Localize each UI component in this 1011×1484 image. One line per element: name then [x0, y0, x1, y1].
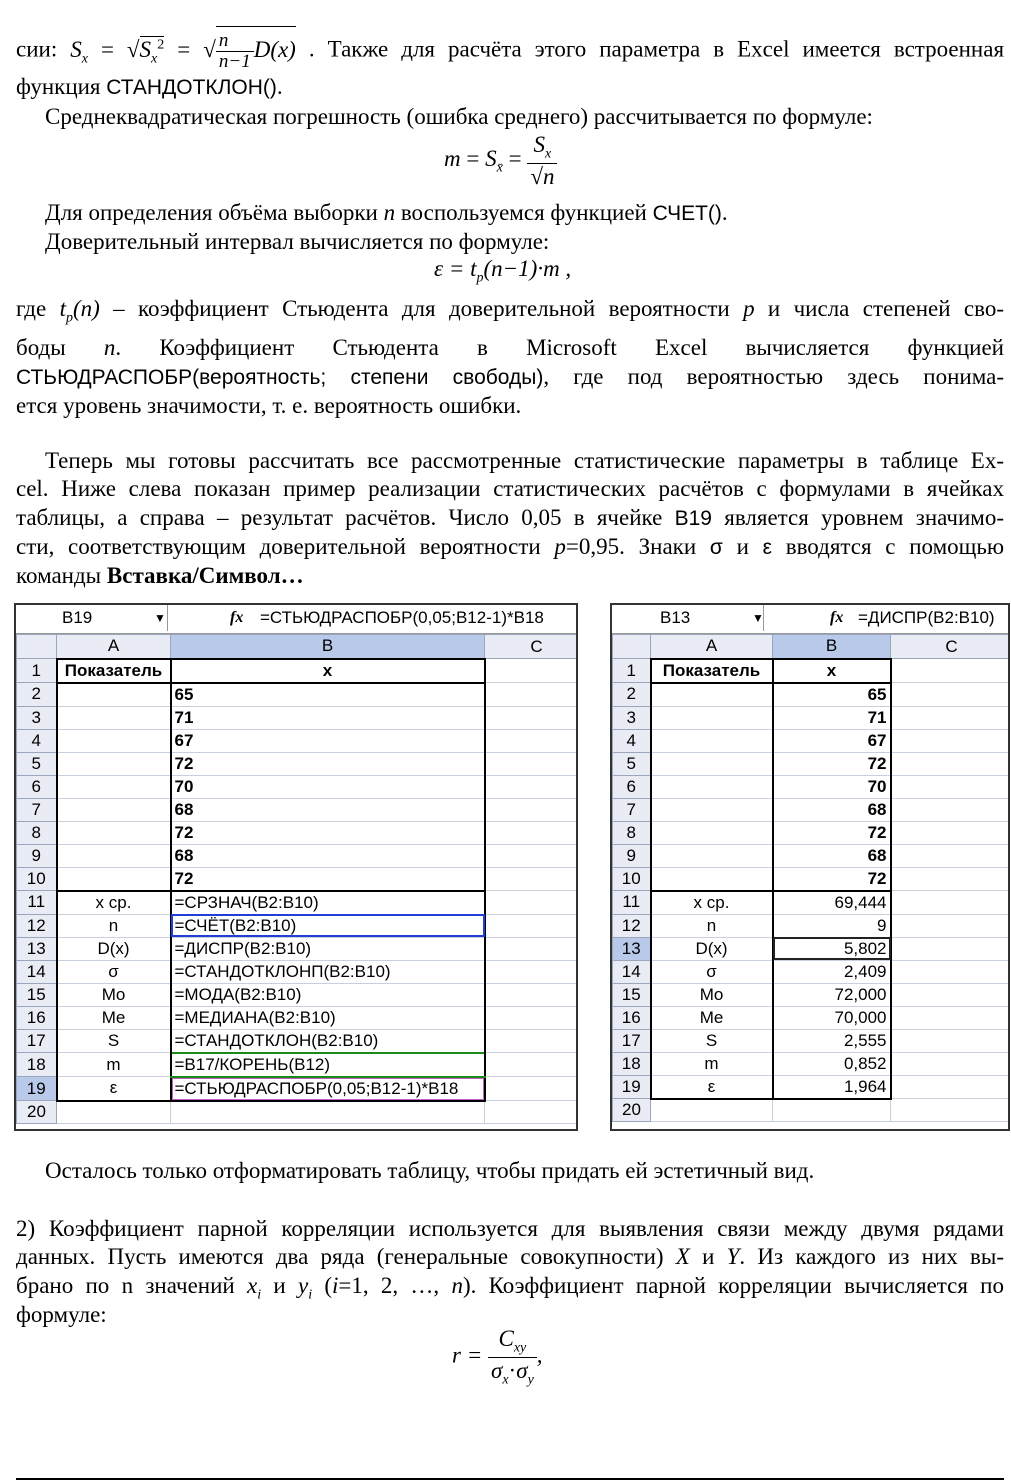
- row-header[interactable]: 9: [17, 844, 57, 867]
- formula-epsilon: $\varepsilon = t_p(n-1)\cdot m$ ,: [434, 256, 572, 286]
- paragraph-line-11: cel. Ниже слева показан пример реализации статистических расчётов с формулами в ячейках: [16, 476, 1004, 501]
- table-row: [613, 798, 1011, 821]
- row-header[interactable]: 8: [17, 821, 57, 844]
- row-header[interactable]: 1: [17, 659, 57, 683]
- cell-c[interactable]: [485, 983, 579, 1006]
- cell-c[interactable]: [485, 937, 579, 960]
- row-header[interactable]: 19: [613, 1075, 651, 1099]
- column-header[interactable]: B: [171, 635, 485, 659]
- column-header[interactable]: C: [891, 635, 1011, 659]
- paragraph-line-18: брано по n значений $x_i$ и $y_i$ (i=1, 2, …, n). Коэффициент парной корреляции вычисляется по: [16, 1273, 1004, 1303]
- cell-b[interactable]: 72: [773, 867, 891, 891]
- cell-c[interactable]: [485, 659, 579, 683]
- chevron-down-icon[interactable]: ▼: [752, 611, 764, 625]
- cell-c[interactable]: [485, 1053, 579, 1077]
- row-header[interactable]: 14: [17, 960, 57, 983]
- formula-input[interactable]: =СТЬЮДРАСПОБР(0,05;B12-1)*B18: [260, 608, 544, 627]
- footer-rule: [16, 1478, 1004, 1480]
- cell-b[interactable]: 2,555: [773, 1029, 891, 1052]
- row-header[interactable]: 19: [17, 1077, 57, 1101]
- cell-b[interactable]: =СЧЁТ(B2:B10): [171, 914, 485, 937]
- row-header[interactable]: 13: [17, 937, 57, 960]
- cell-b[interactable]: =ДИСПР(B2:B10): [171, 937, 485, 960]
- table-row: [613, 844, 1011, 867]
- paragraph-line-2: функция СТАНДОТКЛОН().: [16, 74, 283, 99]
- row-header[interactable]: 7: [613, 798, 651, 821]
- row-header[interactable]: 4: [17, 729, 57, 752]
- cell-b[interactable]: 72: [171, 867, 485, 891]
- cell-a[interactable]: [57, 706, 171, 729]
- cell-c[interactable]: [891, 867, 1011, 891]
- table-row: [17, 1077, 579, 1101]
- cell-a[interactable]: [651, 729, 773, 752]
- cell-a[interactable]: [651, 752, 773, 775]
- cell-b[interactable]: 68: [773, 798, 891, 821]
- cell-a[interactable]: D(x): [57, 937, 171, 960]
- table-row: [17, 752, 579, 775]
- cell-b[interactable]: 68: [773, 844, 891, 867]
- spreadsheet-grid[interactable]: [16, 634, 578, 1124]
- spreadsheet-grid[interactable]: [612, 634, 1010, 1122]
- row-header[interactable]: 5: [613, 752, 651, 775]
- cell-a[interactable]: n: [57, 914, 171, 937]
- cell-c[interactable]: [485, 1101, 579, 1124]
- cell-a[interactable]: x ср.: [651, 891, 773, 915]
- cell-b[interactable]: 65: [773, 683, 891, 707]
- table-row: [613, 891, 1011, 915]
- cell-b[interactable]: 9: [773, 914, 891, 937]
- table-row: [17, 821, 579, 844]
- table-row: [613, 1029, 1011, 1052]
- table-row: [17, 1029, 579, 1053]
- cell-a[interactable]: [651, 798, 773, 821]
- cell-a[interactable]: S: [651, 1029, 773, 1052]
- table-row: [613, 937, 1011, 960]
- cell-c[interactable]: [891, 1006, 1011, 1029]
- cell-b[interactable]: 68: [171, 844, 485, 867]
- formula-r: r = $\frac{C_{xy}}{\sigma_x\cdot\sigma_y}$ ,: [452, 1326, 543, 1388]
- cell-a[interactable]: [651, 844, 773, 867]
- row-header[interactable]: 5: [17, 752, 57, 775]
- table-row: [613, 729, 1011, 752]
- row-header[interactable]: 2: [613, 683, 651, 707]
- cell-a[interactable]: D(x): [651, 937, 773, 960]
- cell-c[interactable]: [891, 706, 1011, 729]
- cell-c[interactable]: [891, 798, 1011, 821]
- row-header[interactable]: 20: [17, 1101, 57, 1124]
- select-all-corner[interactable]: [613, 635, 651, 659]
- cell-b[interactable]: 71: [171, 706, 485, 729]
- row-header[interactable]: 6: [17, 775, 57, 798]
- cell-c[interactable]: [485, 752, 579, 775]
- cell-c[interactable]: [891, 983, 1011, 1006]
- paragraph-line-19: формуле:: [16, 1302, 107, 1327]
- table-row: [17, 867, 579, 891]
- formula-bar: [16, 605, 576, 634]
- cell-c[interactable]: [891, 1052, 1011, 1075]
- table-row: [613, 821, 1011, 844]
- formula-bar: [612, 605, 1008, 634]
- cell-b[interactable]: 72: [773, 821, 891, 844]
- cell-c[interactable]: [485, 683, 579, 707]
- row-header[interactable]: 3: [17, 706, 57, 729]
- table-row: [613, 983, 1011, 1006]
- row-header[interactable]: 18: [17, 1053, 57, 1077]
- cell-a[interactable]: Mo: [651, 983, 773, 1006]
- table-row: [17, 1053, 579, 1077]
- cell-a[interactable]: [57, 844, 171, 867]
- cell-a[interactable]: Показатель: [651, 659, 773, 683]
- paragraph-line-17: данных. Пусть имеются два ряда (генеральные совокупности) X и Y. Из каждого из них вы-: [16, 1244, 1004, 1269]
- table-row: [17, 659, 579, 683]
- cell-c[interactable]: [485, 844, 579, 867]
- cell-b[interactable]: 67: [773, 729, 891, 752]
- paragraph-line-8: СТЬЮДРАСПОБР(вероятность; степени свободы), где под вероятностью здесь понима-: [16, 364, 1005, 389]
- table-row: [613, 659, 1011, 683]
- row-header[interactable]: 10: [17, 867, 57, 891]
- table-row: [17, 1006, 579, 1029]
- cell-a[interactable]: ε: [57, 1077, 171, 1101]
- cell-a[interactable]: [57, 775, 171, 798]
- cell-a[interactable]: n: [651, 914, 773, 937]
- cell-b[interactable]: =МОДА(B2:B10): [171, 983, 485, 1006]
- row-header[interactable]: 12: [613, 914, 651, 937]
- paragraph-line-3: Среднеквадратическая погрешность (ошибка среднего) рассчитывается по формуле:: [45, 104, 873, 129]
- cell-b[interactable]: 72: [171, 752, 485, 775]
- cell-b[interactable]: 65: [171, 683, 485, 707]
- cell-c[interactable]: [891, 1029, 1011, 1052]
- paragraph-line-7: боды n. Коэффициент Стьюдента в Microsoft Excel вычисляется функцией: [16, 335, 1004, 360]
- table-row: [17, 937, 579, 960]
- formula-sx: $S_x = √S_x^2$ = √ $\frac{n}{n-1}$ D(x): [70, 37, 309, 62]
- row-header[interactable]: 7: [17, 798, 57, 821]
- paragraph-line-10: Теперь мы готовы рассчитать все рассмотренные статистические параметры в таблице Ex-: [45, 448, 1004, 473]
- cell-a[interactable]: Mo: [57, 983, 171, 1006]
- paragraph-line-6: где $t_p(n)$ – коэффициент Стьюдента для доверительной вероятности p и числа степеней сво-: [16, 296, 1005, 326]
- cell-a[interactable]: [651, 775, 773, 798]
- cell-c[interactable]: [891, 844, 1011, 867]
- table-row: [17, 683, 579, 707]
- row-header[interactable]: 15: [17, 983, 57, 1006]
- column-header[interactable]: C: [485, 635, 579, 659]
- cell-c[interactable]: [485, 1029, 579, 1053]
- fx-icon[interactable]: fx: [830, 609, 844, 626]
- table-row: [17, 914, 579, 937]
- cell-b[interactable]: 5,802: [773, 937, 891, 960]
- table-row: [613, 1075, 1011, 1099]
- cell-b[interactable]: 70,000: [773, 1006, 891, 1029]
- table-row: [613, 960, 1011, 983]
- row-header[interactable]: 11: [613, 891, 651, 915]
- table-row: [17, 1101, 579, 1124]
- cell-b[interactable]: 72: [773, 752, 891, 775]
- cell-a[interactable]: [651, 683, 773, 707]
- cell-a[interactable]: [651, 1099, 773, 1122]
- cell-c[interactable]: [891, 752, 1011, 775]
- cell-b[interactable]: =СТЬЮДРАСПОБР(0,05;B12-1)*B18: [171, 1077, 485, 1101]
- cell-c[interactable]: [891, 1099, 1011, 1122]
- paragraph-line-9: ется уровень значимости, т. е. вероятность ошибки.: [16, 393, 522, 418]
- function-name: СТАНДОТКЛОН(): [106, 76, 277, 99]
- row-header[interactable]: 18: [613, 1052, 651, 1075]
- row-header[interactable]: 11: [17, 891, 57, 915]
- cell-b[interactable]: 2,409: [773, 960, 891, 983]
- cell-c[interactable]: [485, 960, 579, 983]
- select-all-corner[interactable]: [17, 635, 57, 659]
- table-row: [613, 1006, 1011, 1029]
- row-header[interactable]: 12: [17, 914, 57, 937]
- excel-window-results: [610, 603, 1010, 1131]
- table-row: [17, 844, 579, 867]
- column-header[interactable]: A: [651, 635, 773, 659]
- row-header[interactable]: 3: [613, 706, 651, 729]
- cell-a[interactable]: ε: [651, 1075, 773, 1099]
- cell-c[interactable]: [891, 659, 1011, 683]
- cell-c[interactable]: [891, 937, 1011, 960]
- cell-a[interactable]: σ: [57, 960, 171, 983]
- cell-b[interactable]: x: [773, 659, 891, 683]
- cell-c[interactable]: [485, 1077, 579, 1101]
- cell-b[interactable]: x: [171, 659, 485, 683]
- cell-c[interactable]: [891, 729, 1011, 752]
- table-row: [17, 983, 579, 1006]
- cell-c[interactable]: [485, 798, 579, 821]
- row-header[interactable]: 9: [613, 844, 651, 867]
- cell-b[interactable]: [171, 1101, 485, 1124]
- cell-b[interactable]: =МЕДИАНА(B2:B10): [171, 1006, 485, 1029]
- table-row: [17, 891, 579, 915]
- row-header[interactable]: 1: [613, 659, 651, 683]
- cell-a[interactable]: x ср.: [57, 891, 171, 915]
- cell-c[interactable]: [891, 960, 1011, 983]
- cell-c[interactable]: [891, 891, 1011, 915]
- row-header[interactable]: 17: [17, 1029, 57, 1053]
- table-row: [17, 706, 579, 729]
- cell-c[interactable]: [891, 775, 1011, 798]
- row-header[interactable]: 2: [17, 683, 57, 707]
- cell-a[interactable]: [651, 867, 773, 891]
- cell-a[interactable]: S: [57, 1029, 171, 1053]
- paragraph-line-15: Осталось только отформатировать таблицу, чтобы придать ей эстетичный вид.: [45, 1158, 815, 1183]
- text: сии:: [16, 36, 58, 62]
- row-header[interactable]: 17: [613, 1029, 651, 1052]
- paragraph-line-4: Для определения объёма выборки n воспользуемся функцией СЧЕТ().: [45, 200, 728, 225]
- table-row: [613, 914, 1011, 937]
- cell-b[interactable]: 67: [171, 729, 485, 752]
- cell-a[interactable]: [57, 729, 171, 752]
- cell-b[interactable]: =СТАНДОТКЛОН(B2:B10): [171, 1029, 485, 1053]
- table-row: [613, 752, 1011, 775]
- cell-b[interactable]: 70: [773, 775, 891, 798]
- cell-c[interactable]: [891, 821, 1011, 844]
- fx-icon[interactable]: fx: [230, 609, 244, 626]
- cell-b[interactable]: =B17/КОРЕНЬ(B12): [171, 1053, 485, 1077]
- table-row: [613, 775, 1011, 798]
- cell-a[interactable]: [651, 821, 773, 844]
- cell-b[interactable]: 70: [171, 775, 485, 798]
- cell-a[interactable]: Me: [651, 1006, 773, 1029]
- table-row: [613, 706, 1011, 729]
- table-row: [613, 683, 1011, 707]
- chevron-down-icon[interactable]: ▼: [154, 611, 166, 625]
- text: . Также для расчёта этого параметра в Excel имеется встроенная: [308, 36, 1005, 62]
- cell-a[interactable]: Показатель: [57, 659, 171, 683]
- name-box[interactable]: B19: [16, 605, 168, 631]
- column-header[interactable]: B: [773, 635, 891, 659]
- paragraph-line-13: сти, соответствующим доверительной вероятности p=0,95. Знаки σ и ε вводятся с помощью: [16, 534, 1005, 559]
- cell-c[interactable]: [485, 1006, 579, 1029]
- cell-b[interactable]: 72,000: [773, 983, 891, 1006]
- cell-c[interactable]: [485, 867, 579, 891]
- cell-b[interactable]: =СРЗНАЧ(B2:B10): [171, 891, 485, 915]
- cell-b[interactable]: 0,852: [773, 1052, 891, 1075]
- formula-m: $m = S_{x̄}$ = $\frac{S_x}{√n}$: [444, 132, 557, 190]
- cell-c[interactable]: [891, 1075, 1011, 1099]
- cell-c[interactable]: [485, 775, 579, 798]
- table-row: [17, 798, 579, 821]
- cell-a[interactable]: [57, 752, 171, 775]
- formula-input[interactable]: =ДИСПР(B2:B10): [858, 608, 995, 627]
- row-header[interactable]: 14: [613, 960, 651, 983]
- cell-c[interactable]: [485, 891, 579, 915]
- row-header[interactable]: 6: [613, 775, 651, 798]
- cell-c[interactable]: [485, 914, 579, 937]
- row-header[interactable]: 16: [17, 1006, 57, 1029]
- cell-a[interactable]: m: [57, 1053, 171, 1077]
- paragraph-line-16: 2) Коэффициент парной корреляции используется для выявления связи между двумя рядами: [16, 1216, 1004, 1241]
- cell-a[interactable]: [57, 867, 171, 891]
- table-row: [613, 1099, 1011, 1122]
- cell-c[interactable]: [891, 914, 1011, 937]
- cell-a[interactable]: [57, 821, 171, 844]
- cell-c[interactable]: [891, 683, 1011, 707]
- cell-b[interactable]: =СТАНДОТКЛОНП(B2:B10): [171, 960, 485, 983]
- row-header[interactable]: 16: [613, 1006, 651, 1029]
- cell-a[interactable]: Me: [57, 1006, 171, 1029]
- cell-c[interactable]: [485, 821, 579, 844]
- row-header[interactable]: 10: [613, 867, 651, 891]
- column-header[interactable]: A: [57, 635, 171, 659]
- row-header[interactable]: 15: [613, 983, 651, 1006]
- row-header[interactable]: 8: [613, 821, 651, 844]
- paragraph-line-1: [16, 22, 1005, 72]
- cell-b[interactable]: 68: [171, 798, 485, 821]
- row-header[interactable]: 4: [613, 729, 651, 752]
- row-header[interactable]: 13: [613, 937, 651, 960]
- excel-window-formulas: [14, 603, 578, 1131]
- paragraph-line-12: таблицы, а справа – результат расчётов. Число 0,05 в ячейке B19 является уровнем значимо-: [16, 505, 1005, 530]
- cell-b[interactable]: 71: [773, 706, 891, 729]
- table-row: [17, 960, 579, 983]
- cell-a[interactable]: [651, 706, 773, 729]
- paragraph-line-14: команды Вставка/Символ…: [16, 563, 304, 588]
- cell-a[interactable]: [57, 798, 171, 821]
- cell-b[interactable]: 1,964: [773, 1075, 891, 1099]
- table-row: [17, 775, 579, 798]
- cell-b[interactable]: [773, 1099, 891, 1122]
- table-row: [613, 1052, 1011, 1075]
- cell-c[interactable]: [485, 729, 579, 752]
- cell-a[interactable]: [57, 683, 171, 707]
- cell-b[interactable]: 69,444: [773, 891, 891, 915]
- cell-a[interactable]: σ: [651, 960, 773, 983]
- cell-c[interactable]: [485, 706, 579, 729]
- name-box[interactable]: B13: [612, 605, 764, 631]
- cell-a[interactable]: m: [651, 1052, 773, 1075]
- cell-a[interactable]: [57, 1101, 171, 1124]
- table-row: [613, 867, 1011, 891]
- cell-b[interactable]: 72: [171, 821, 485, 844]
- paragraph-line-5: Доверительный интервал вычисляется по формуле:: [45, 229, 550, 254]
- row-header[interactable]: 20: [613, 1099, 651, 1122]
- table-row: [17, 729, 579, 752]
